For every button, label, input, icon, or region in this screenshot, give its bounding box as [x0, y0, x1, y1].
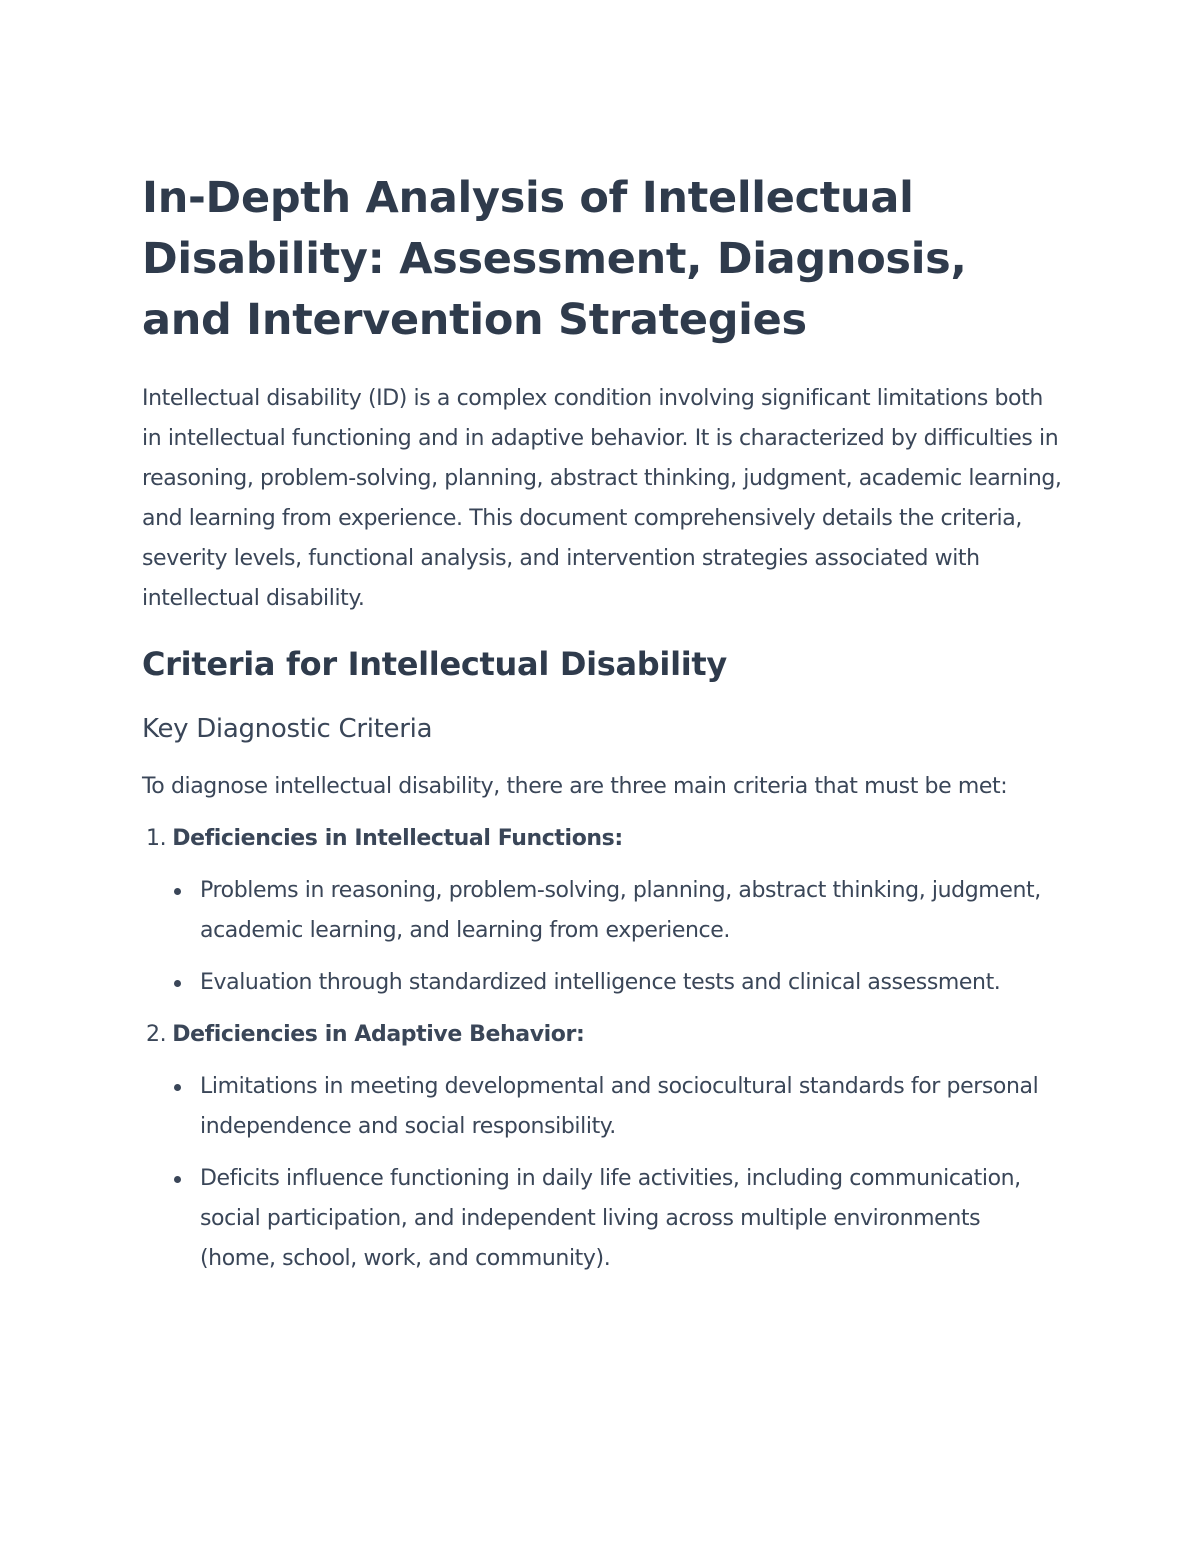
document-title: In-Depth Analysis of Intellectual Disability: Assessment, Diagnosis, and Intervention Strategies	[142, 173, 967, 345]
criteria-list	[142, 819, 1062, 1279]
criteria-bullet-list	[142, 1067, 1062, 1279]
criteria-item-number: 1.	[146, 826, 167, 851]
criteria-item-title: Deficiencies in Intellectual Functions:	[172, 826, 623, 851]
criteria-bullet-list	[142, 871, 1062, 1003]
criteria-item-intellectual-functions	[142, 819, 1062, 1003]
list-item	[200, 1067, 1062, 1147]
list-item-text: Limitations in meeting developmental and sociocultural standards for personal independence and social responsibility.	[200, 1074, 1039, 1139]
bullet-dot-icon	[174, 888, 181, 895]
document-page	[142, 168, 1062, 1279]
bullet-dot-icon	[174, 1176, 181, 1183]
list-item-text: Evaluation through standardized intelligence tests and clinical assessment.	[200, 970, 1001, 995]
list-item-text: Problems in reasoning, problem-solving, planning, abstract thinking, judgment, academic learning, and learning from experience.	[200, 878, 1041, 943]
criteria-item-header	[142, 1015, 1062, 1055]
bullet-dot-icon	[174, 980, 181, 987]
list-item	[200, 871, 1062, 951]
bullet-dot-icon	[174, 1084, 181, 1091]
section-heading: Criteria for Intellectual Disability	[142, 645, 727, 683]
criteria-lead-paragraph: To diagnose intellectual disability, there are three main criteria that must be met:	[142, 774, 1008, 799]
criteria-item-number: 2.	[146, 1022, 167, 1047]
list-item	[200, 1159, 1062, 1279]
list-item-text: Deficits influence functioning in daily life activities, including communication, social participation, and independent living across multiple environments (home, school, work, and community).	[200, 1166, 1021, 1271]
criteria-item-title: Deficiencies in Adaptive Behavior:	[172, 1022, 585, 1047]
section-subheading: Key Diagnostic Criteria	[142, 714, 433, 744]
intro-paragraph: Intellectual disability (ID) is a complex condition involving significant limitations both in intellectual functioning and in adaptive behavior. It is characterized by difficulties in reasoning, problem-solving, planning, abstract thinking, judgment, academic learning, and learning from experience. This document comprehensively details the criteria, severity levels, functional analysis, and intervention strategies associated with intellectual disability.	[142, 386, 1062, 611]
list-item	[200, 963, 1062, 1003]
criteria-item-header	[142, 819, 1062, 859]
criteria-item-adaptive-behavior	[142, 1015, 1062, 1279]
